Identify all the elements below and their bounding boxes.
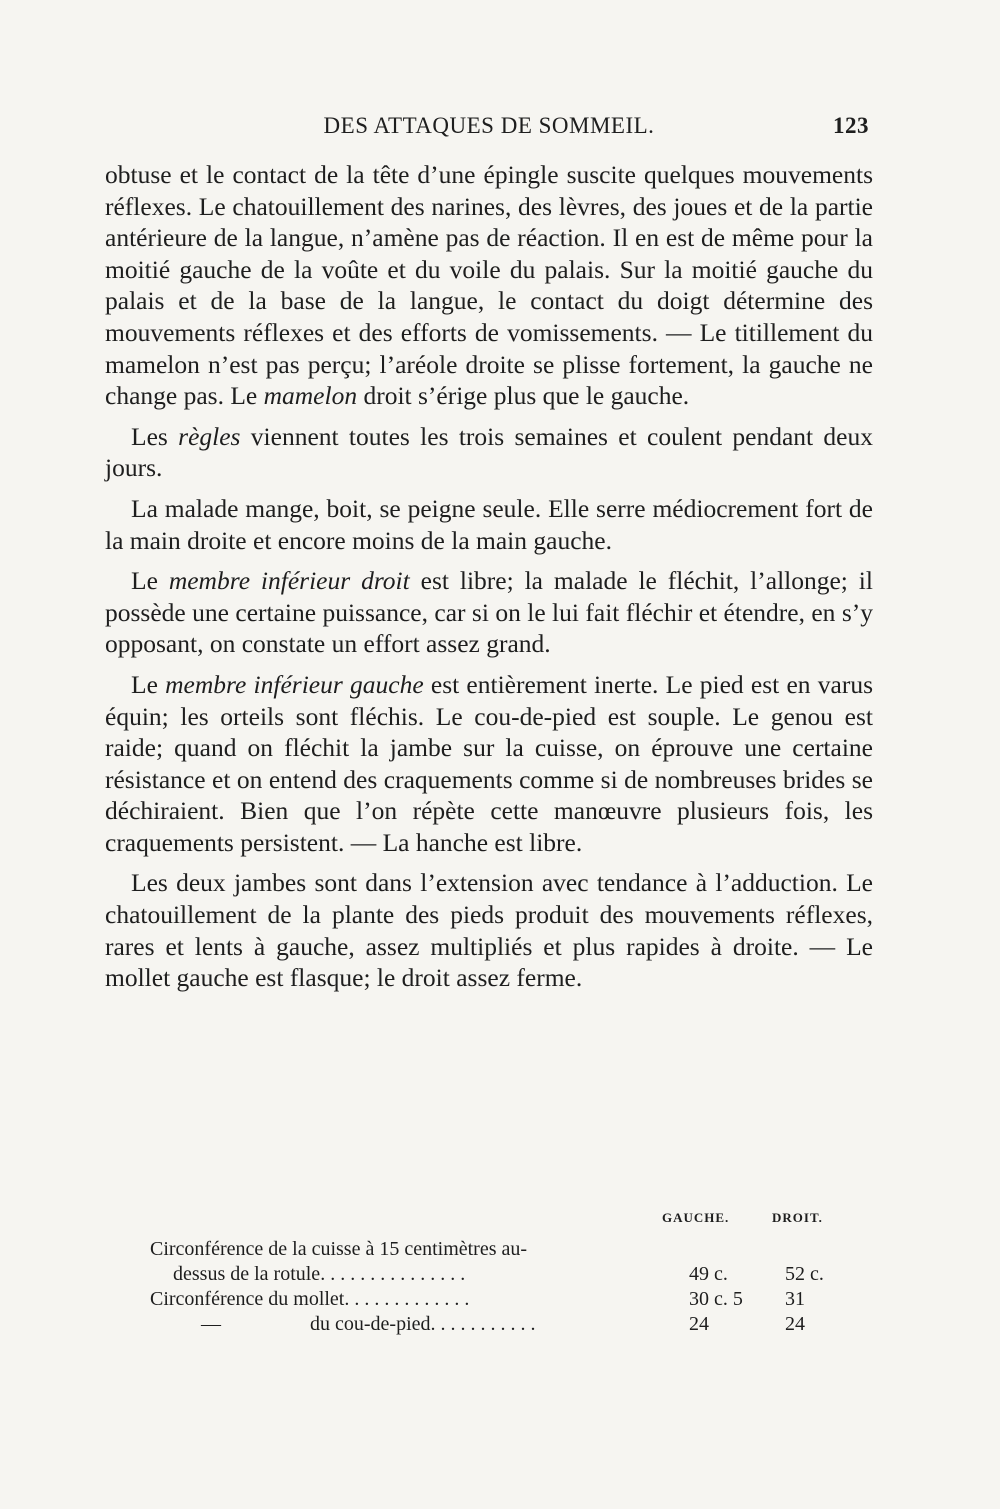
text-run: obtuse et le contact de la tête d’une épingle suscite quelques mouvements réflexes. Le chatouillement des narines, des lèvres, des joues et de la partie antérieure de la langue, n’amène pas de réaction. Il en est de même pour la moitié gauche de la voûte et du voile du palais. Sur la moitié gauche du palais et de la base de la langue, le contact du doigt détermine des mouvements réflexes et des efforts de vomissements. — Le titillement du mamelon n’est pas perçu; l’aréole droite se plisse fortement, la gauche ne change pas. Le [105,160,873,411]
running-title: DES ATTAQUES DE SOMMEIL. [323,113,655,138]
value-gauche: 49 c. [689,1263,728,1285]
paragraph [105,159,873,412]
italic-term: mamelon [263,381,358,411]
body-text [105,159,873,994]
column-header-droit: DROIT. [772,1210,823,1225]
text-run: La malade mange, boit, se peigne seule. Elle serre médiocrement fort de la main droite et encore moins de la main gauche. [105,493,873,555]
value-droit: 52 c. [785,1263,824,1285]
row-label: Circonférence du mollet. . . . . . . . . . . . . [150,1288,470,1310]
paragraph [105,669,873,859]
page-number: 123 [833,113,869,138]
italic-term: membre inférieur droit [168,566,410,596]
value-droit: 31 [785,1288,805,1310]
paragraph [105,421,873,484]
table-row [105,1262,873,1287]
text-run: droit s’érige plus que le gauche. [357,381,690,411]
paragraph [105,493,873,556]
italic-term: membre inférieur gauche [165,669,424,699]
text-run: est entièrement inerte. Le pied est en varus équin; les orteils sont fléchis. Le cou-de-pied est souple. Le genou est raide; quand on fléchit la jambe sur la cuisse, on éprouve une certaine résistance et on entend des craquements comme si de nombreuses brides se déchiraient. Bien que l’on répète cette manœuvre plusieurs fois, les craquements persistent. — La hanche est libre. [105,669,873,857]
text-run: viennent toutes les trois semaines et coulent pendant deux jours. [105,421,873,483]
paragraph [105,565,873,660]
row-label: dessus de la rotule. . . . . . . . . . . . . . . [173,1263,466,1285]
table-row [105,1287,873,1312]
row-label: Circonférence de la cuisse à 15 centimètres au- [150,1238,528,1260]
italic-term: règles [178,421,241,451]
value-gauche: 30 c. 5 [689,1288,743,1310]
table-row [105,1312,873,1337]
table-row [105,1237,873,1262]
ditto-dash: — [201,1313,221,1335]
text-run: est libre; la malade le fléchit, l’allonge; il possède une certaine puissance, car si on le lui fait fléchir et étendre, en s’y opposant, on constate un effort assez grand. [105,566,873,659]
value-gauche: 24 [689,1313,709,1335]
row-label: du cou-de-pied. . . . . . . . . . . [310,1313,536,1335]
text-run: Les deux jambes sont dans l’extension avec tendance à l’adduction. Le chatouillement de la plante des pieds produit des mouvements réflexes, rares et lents à gauche, assez multipliés et plus rapides à droite. — Le mollet gauche est flasque; le droit assez ferme. [105,868,873,993]
running-head [105,113,873,145]
text-run: Les [131,421,179,451]
column-header-gauche: GAUCHE. [662,1210,730,1225]
value-droit: 24 [785,1313,805,1335]
text-run: Le [131,669,166,699]
paragraph [105,867,873,993]
text-run: Le [131,566,169,596]
